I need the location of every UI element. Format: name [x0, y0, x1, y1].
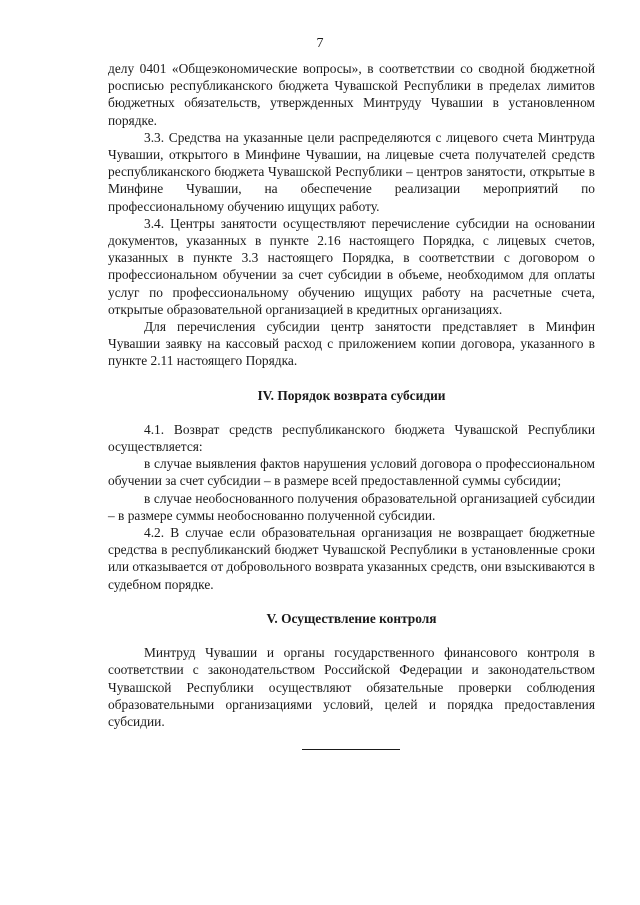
paragraph: в случае необоснованного получения образовательной организацией субсидии – в размере суммы необоснованно полученной субсидии. — [108, 490, 595, 523]
paragraph: 3.4. Центры занятости осуществляют перечисление субсидии на основании документов, указанных в пункте 2.16 настоящего Порядка, с лицевых счетов, указанных в пункте 3.3 настоящего Порядка, в соответствии с договором о профессиональном обучении за счет субсидии в объеме, необходимом для оплаты услуг по профессиональному обучению ищущих работу на расчетные счета, открытые образовательной организацией в кредитных организациях. — [108, 215, 595, 317]
section-heading-iv: IV. Порядок возврата субсидии — [257, 387, 446, 403]
paragraph: Минтруд Чувашии и органы государственного финансового контроля в соответствии с законодательством Российской Федерации и законодательством Чувашской Республики осуществляют обязательные проверки соблюдения образовательными организациями условий, целей и порядка предоставления субсидии. — [108, 645, 595, 729]
paragraph: 4.1. Возврат средств республиканского бюджета Чувашской Республики осуществляется: — [108, 421, 595, 455]
paragraph: 4.2. В случае если образовательная организация не возвращает бюджетные средства в республиканский бюджет Чувашской Республики в установленные сроки или отказывается от добровольного возврата указанных средств, они взыскиваются в судебном порядке. — [108, 525, 595, 592]
paragraph: 3.3. Средства на указанные цели распределяются с лицевого счета Минтруда Чувашии, открытого в Минфине Чувашии, на лицевые счета получателей средств республиканского бюджета Чувашской Республики – центров занятости, открытые в Минфине Чувашии, на обеспечение реализации мероприятий по профессиональному обучению ищущих работу. — [108, 129, 595, 214]
paragraph: в случае выявления фактов нарушения условий договора о профессиональном обучении за счет субсидии – в размере всей предоставленной суммы субсидии; — [108, 456, 595, 489]
paragraph: делу 0401 «Общеэкономические вопросы», в соответствии со сводной бюджетной росписью республиканского бюджета Чувашской Республики в пределах лимитов бюджетных обязательств, утвержденных Минтруду Чувашии в установленном порядке. — [108, 61, 595, 128]
page-number: 7 — [316, 36, 324, 51]
document-body — [108, 60, 595, 730]
closing-rule — [302, 749, 400, 750]
section-heading-v: V. Осуществление контроля — [266, 610, 437, 626]
paragraph: Для перечисления субсидии центр занятости представляет в Минфин Чувашии заявку на кассовый расход с приложением копии договора, указанного в пункте 2.11 настоящего Порядка. — [108, 319, 595, 369]
